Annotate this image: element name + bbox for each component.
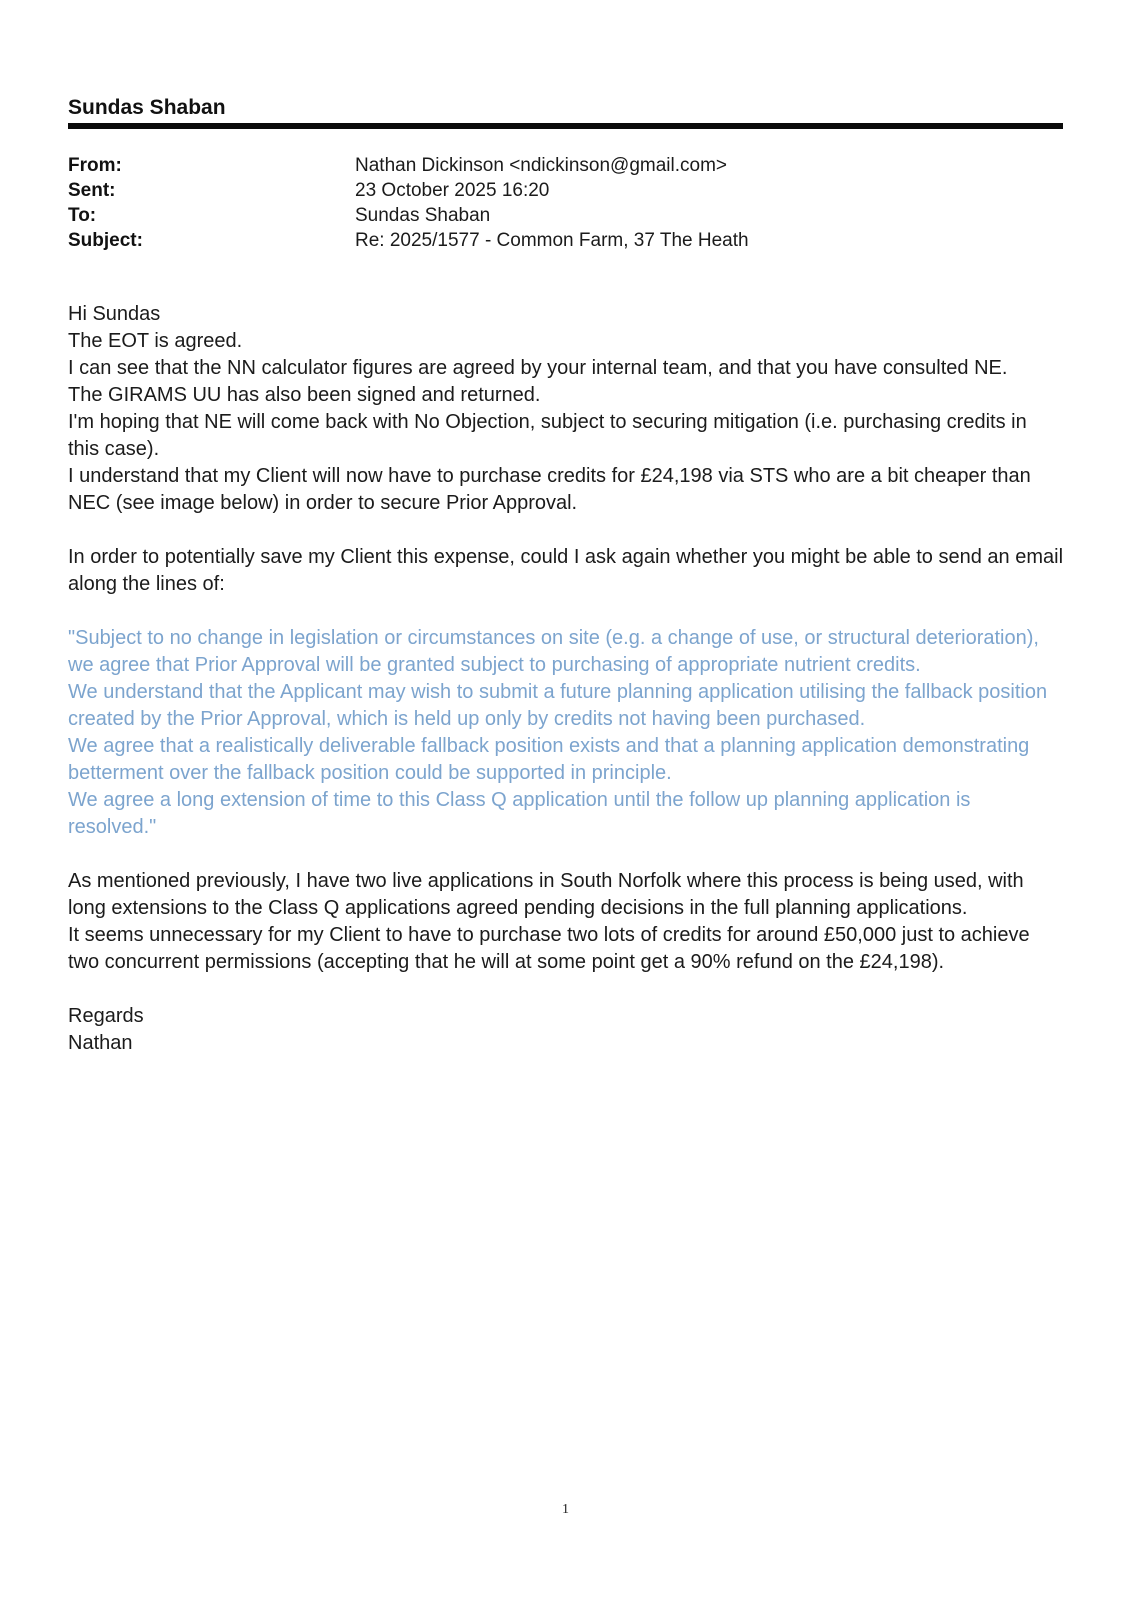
email-paragraph: In order to potentially save my Client this expense, could I ask again whether you might be able to send an email along the lines of:: [68, 546, 1064, 595]
email-paragraph: I understand that my Client will now have to purchase credits for £24,198 via STS who are a bit cheaper than NEC (see image below) in order to secure Prior Approval.: [68, 465, 1031, 514]
email-content: [68, 0, 1063, 1057]
blank-line: [68, 841, 1063, 868]
header-field-value: Sundas Shaban: [355, 205, 491, 226]
blank-line: [68, 598, 1063, 625]
email-body: [68, 301, 1063, 1057]
email-paragraph: It seems unnecessary for my Client to have to purchase two lots of credits for around £50,000 just to achieve two concurrent permissions (accepting that he will at some point get a 90% refund on the £24,198).: [68, 924, 1030, 973]
email-paragraph: As mentioned previously, I have two live applications in South Norfolk where this process is being used, with long extensions to the Class Q applications agreed pending decisions in the full planning applications.: [68, 870, 1024, 919]
header-field-value: 23 October 2025 16:20: [355, 180, 550, 201]
header-field-label: To:: [68, 205, 97, 226]
header-field-label: Subject:: [68, 230, 143, 251]
title-divider-rule: [68, 123, 1063, 129]
email-paragraph: Hi Sundas: [68, 303, 161, 325]
email-paragraph: We agree that a realistically deliverable fallback position exists and that a planning application demonstrating betterment over the fallback position could be supported in principle.: [68, 735, 1030, 784]
header-field-row: [68, 178, 1063, 203]
blank-line: [68, 976, 1063, 1003]
email-paragraph: "Subject to no change in legislation or circumstances on site (e.g. a change of use, or structural deterioration), we agree that Prior Approval will be granted subject to purchasing of appropriate nutrient credits.: [68, 627, 1039, 676]
email-paragraph: I'm hoping that NE will come back with No Objection, subject to securing mitigation (i.e. purchasing credits in this case).: [68, 411, 1027, 460]
page-title: Sundas Shaban: [68, 96, 226, 119]
header-field-label: From:: [68, 155, 122, 176]
email-paragraph: The GIRAMS UU has also been signed and returned.: [68, 384, 541, 406]
email-paragraph: The EOT is agreed.: [68, 330, 243, 352]
page-number: 1: [562, 1502, 569, 1517]
header-field-value: Re: 2025/1577 - Common Farm, 37 The Heath: [355, 230, 749, 251]
header-field-row: [68, 153, 1063, 178]
header-field-row: [68, 203, 1063, 228]
email-paragraph: Nathan: [68, 1032, 133, 1054]
email-paragraph: We understand that the Applicant may wish to submit a future planning application utilising the fallback position created by the Prior Approval, which is held up only by credits not having been purchased.: [68, 681, 1048, 730]
header-field-label: Sent:: [68, 180, 116, 201]
header-field-value: Nathan Dickinson <ndickinson@gmail.com>: [355, 155, 728, 176]
email-paragraph: I can see that the NN calculator figures are agreed by your internal team, and that you have consulted NE.: [68, 357, 1008, 379]
header-field-row: [68, 228, 1063, 253]
blank-line: [68, 517, 1063, 544]
email-paragraph: Regards: [68, 1005, 144, 1027]
email-paragraph: We agree a long extension of time to this Class Q application until the follow up planning application is resolved.": [68, 789, 971, 838]
email-header-fields: [68, 153, 1063, 253]
